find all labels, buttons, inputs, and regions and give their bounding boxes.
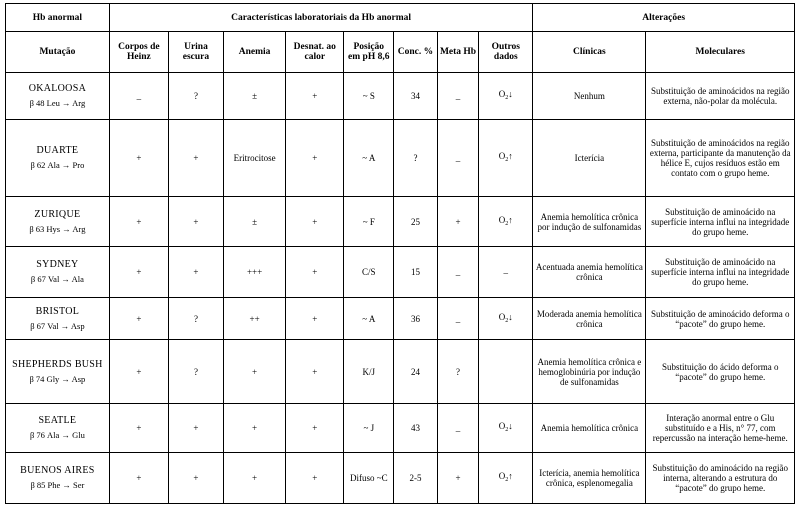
urina-value: ? <box>168 340 223 404</box>
col-outros-dados: Outros dados <box>479 32 533 73</box>
mutation-name: DUARTE <box>36 145 79 156</box>
outros-symbol: _ <box>503 265 509 275</box>
outros-subscript: 2 <box>505 427 509 433</box>
meta-hb-value: _ <box>437 247 479 298</box>
conc-value: 43 <box>394 404 438 453</box>
urina-value: ? <box>168 73 223 120</box>
anemia-value: Eritrocitose <box>223 120 285 197</box>
conc-value: 25 <box>394 197 438 247</box>
table-row <box>6 120 795 197</box>
col-clinicas: Clínicas <box>533 32 646 73</box>
mutation-name: BUENOS AIRES <box>20 465 95 476</box>
meta-hb-value: _ <box>437 404 479 453</box>
moleculares-text: Substituição do ácido deforma o “pacote” do grupo heme. <box>646 340 795 404</box>
urina-value: + <box>168 197 223 247</box>
table-row <box>6 197 795 247</box>
header-hb-anormal: Hb anormal <box>6 4 110 32</box>
urina-value: ? <box>168 298 223 340</box>
hb-anormal-table <box>5 3 795 504</box>
meta-hb-value: _ <box>437 73 479 120</box>
anemia-value: ± <box>223 73 285 120</box>
mutation-name: SYDNEY <box>36 259 79 270</box>
urina-value: + <box>168 120 223 197</box>
heinz-value: + <box>109 120 168 197</box>
clinicas-text: Icterícia, anemia hemolítica crônica, esplenomegalia <box>533 453 646 504</box>
outros-arrow: ↓ <box>508 89 513 99</box>
col-urina-escura: Urina escura <box>168 32 223 73</box>
urina-value: + <box>168 247 223 298</box>
mutation-cell <box>6 120 110 197</box>
mutation-substitution: β 62 Ala → Pro <box>30 160 85 170</box>
clinicas-text: Anemia hemolítica crônica <box>533 404 646 453</box>
conc-value: 15 <box>394 247 438 298</box>
desnat-value: + <box>286 73 344 120</box>
outros-symbol: O <box>498 311 506 322</box>
urina-value: + <box>168 453 223 504</box>
anemia-value: + <box>223 340 285 404</box>
urina-value: + <box>168 404 223 453</box>
mutation-name: BRISTOL <box>35 305 80 317</box>
conc-value: 34 <box>394 73 438 120</box>
mutation-cell <box>6 453 110 504</box>
outros-dados-value <box>479 340 533 404</box>
desnat-value: + <box>286 120 344 197</box>
meta-hb-value: + <box>437 197 479 247</box>
mutation-name: OKALOOSA <box>28 83 87 94</box>
mutation-cell <box>6 340 110 404</box>
posicao-value: ~ A <box>344 120 394 197</box>
outros-dados-value <box>479 197 533 247</box>
posicao-value: ~ J <box>344 404 394 453</box>
outros-arrow: ↑ <box>508 471 513 481</box>
meta-hb-value: _ <box>437 120 479 197</box>
meta-hb-value: + <box>437 453 479 504</box>
desnat-value: + <box>286 197 344 247</box>
anemia-value: +++ <box>223 247 285 298</box>
header-caracteristicas: Características laboratoriais da Hb anormal <box>109 4 533 32</box>
heinz-value: + <box>109 298 168 340</box>
clinicas-text: Nenhum <box>533 73 646 120</box>
mutation-cell <box>6 404 110 453</box>
conc-value: ? <box>394 120 438 197</box>
heinz-value: + <box>109 453 168 504</box>
moleculares-text: Interação anormal entre o Glu substituído e a His, n° 77, com repercussão na interação heme-heme. <box>646 404 795 453</box>
clinicas-text: Anemia hemolítica crônica por indução de sulfonamidas <box>533 197 646 247</box>
moleculares-text: Substituição do aminoácido na região interna, alterando a estrutura do “pacote” do grupo heme. <box>646 453 795 504</box>
col-corpos-heinz: Corpos de Heinz <box>109 32 168 73</box>
heinz-value: + <box>109 340 168 404</box>
outros-symbol: O <box>498 214 506 225</box>
moleculares-text: Substituição de aminoácidos na região externa, não-polar da molécula. <box>646 73 795 120</box>
outros-subscript: 2 <box>505 157 509 163</box>
outros-symbol: O <box>498 89 506 99</box>
clinicas-text: Icterícia <box>533 120 646 197</box>
posicao-value: ~ F <box>344 197 394 247</box>
outros-dados-value <box>479 120 533 197</box>
col-mutacao: Mutação <box>6 32 110 73</box>
mutation-substitution: β 74 Gly → Asp <box>29 373 86 384</box>
mutation-name: ZURIQUE <box>34 208 81 220</box>
desnat-value: + <box>286 404 344 453</box>
outros-arrow: ↑ <box>508 151 513 161</box>
moleculares-text: Substituição de aminoácido deforma o “pacote” do grupo heme. <box>646 298 795 340</box>
heinz-value: + <box>109 247 168 298</box>
outros-dados-value <box>479 404 533 453</box>
table-container <box>5 3 795 504</box>
heinz-value: + <box>109 197 168 247</box>
heinz-value: + <box>109 404 168 453</box>
col-conc: Conc. % <box>394 32 438 73</box>
clinicas-text: Anemia hemolítica crônica e hemoglobinúria por indução de sulfonamidas <box>533 340 646 404</box>
desnat-value: + <box>286 340 344 404</box>
mutation-substitution: β 63 Hys → Arg <box>29 223 86 234</box>
moleculares-text: Substituição de aminoácido na superfície interna influi na integridade do grupo heme. <box>646 197 795 247</box>
outros-dados-value <box>479 247 533 298</box>
posicao-value: ~ S <box>344 73 394 120</box>
conc-value: 2-5 <box>394 453 438 504</box>
clinicas-text: Moderada anemia hemolítica crônica <box>533 298 646 340</box>
outros-arrow: ↓ <box>508 311 513 322</box>
outros-arrow: ↓ <box>508 421 513 431</box>
outros-subscript: 2 <box>505 220 509 227</box>
outros-subscript: 2 <box>505 317 509 324</box>
posicao-value: ~ A <box>344 298 394 340</box>
outros-dados-value <box>479 453 533 504</box>
mutation-cell <box>6 197 110 247</box>
meta-hb-value: _ <box>437 298 479 340</box>
anemia-value: ± <box>223 197 285 247</box>
col-meta-hb: Meta Hb <box>437 32 479 73</box>
mutation-substitution: β 85 Phe → Ser <box>30 480 85 490</box>
table-row <box>6 247 795 298</box>
mutation-substitution: β 67 Val → Asp <box>30 320 85 331</box>
moleculares-text: Substituição de aminoácido na superfície interna influi na integridade do grupo heme. <box>646 247 795 298</box>
outros-symbol: O <box>498 151 506 161</box>
outros-subscript: 2 <box>505 477 509 483</box>
desnat-value: + <box>286 298 344 340</box>
outros-symbol: O <box>498 471 506 481</box>
anemia-value: + <box>223 453 285 504</box>
mutation-cell <box>6 247 110 298</box>
table-row <box>6 404 795 453</box>
heinz-value: _ <box>109 73 168 120</box>
header-alteracoes: Alterações <box>533 4 795 32</box>
mutation-substitution: β 76 Ala → Glu <box>29 430 85 440</box>
meta-hb-value: ? <box>437 340 479 404</box>
posicao-value: Difuso ~C <box>344 453 394 504</box>
mutation-cell <box>6 73 110 120</box>
mutation-cell <box>6 298 110 340</box>
desnat-value: + <box>286 453 344 504</box>
mutation-name: SEATLE <box>38 415 77 426</box>
table-row <box>6 340 795 404</box>
table-row <box>6 453 795 504</box>
outros-subscript: 2 <box>505 95 509 101</box>
col-moleculares: Moleculares <box>646 32 795 73</box>
conc-value: 36 <box>394 298 438 340</box>
desnat-value: + <box>286 247 344 298</box>
outros-symbol: O <box>498 421 506 431</box>
anemia-value: + <box>223 404 285 453</box>
outros-arrow: ↑ <box>508 214 513 225</box>
mutation-name: SHEPHERDS BUSH <box>12 358 103 370</box>
moleculares-text: Substituição de aminoácidos na região externa, participante da manutenção da hélice E, cujos resíduos estão em contato com o grupo heme. <box>646 120 795 197</box>
anemia-value: ++ <box>223 298 285 340</box>
col-anemia: Anemia <box>223 32 285 73</box>
posicao-value: C/S <box>344 247 394 298</box>
clinicas-text: Acentuada anemia hemolítica crônica <box>533 247 646 298</box>
table-row <box>6 298 795 340</box>
mutation-substitution: β 48 Leu → Arg <box>29 98 86 108</box>
mutation-substitution: β 67 Val → Ala <box>30 274 84 284</box>
table-row <box>6 73 795 120</box>
conc-value: 24 <box>394 340 438 404</box>
outros-dados-value <box>479 298 533 340</box>
col-posicao: Posição em pH 8,6 <box>344 32 394 73</box>
outros-dados-value <box>479 73 533 120</box>
col-desnat: Desnat. ao calor <box>286 32 344 73</box>
posicao-value: K/J <box>344 340 394 404</box>
